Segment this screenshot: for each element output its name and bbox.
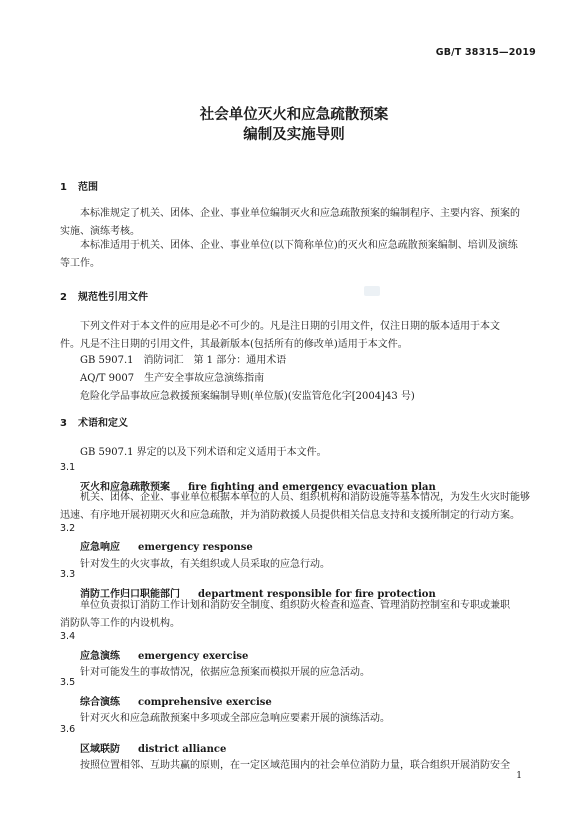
section-2-paragraph xyxy=(60,318,534,354)
term-title xyxy=(80,693,272,708)
term-number: 3.3 xyxy=(60,569,76,580)
term-definition: 按照位置相邻、互助共赢的原则，在一定区域范围内的社会单位消防力量，联合组织开展消防安全 xyxy=(80,760,510,771)
term-english: district alliance xyxy=(138,744,227,755)
section-title: 范围 xyxy=(78,182,98,193)
scan-mark xyxy=(364,286,380,296)
term-chinese: 综合演练 xyxy=(80,697,120,708)
paragraph-line: 迅速、有序地开展初期灭火和应急疏散，并为消防救援人员提供相关信息支持和支援所制定的行动方案。 xyxy=(60,510,520,521)
term-english: emergency exercise xyxy=(138,651,249,662)
term-definition xyxy=(60,597,534,633)
section-number: 1 xyxy=(60,182,67,193)
term-number: 3.2 xyxy=(60,523,76,534)
paragraph-line: 本标准规定了机关、团体、企业、事业单位编制灭火和应急疏散预案的编制程序、主要内容、预案的 xyxy=(80,208,520,219)
section-1-heading xyxy=(60,178,98,193)
term-definition: 针对发生的火灾事故，有关组织或人员采取的应急行动。 xyxy=(80,559,330,570)
section-number: 2 xyxy=(60,292,67,303)
term-chinese: 区域联防 xyxy=(80,744,120,755)
term-definition: 针对可能发生的事故情况，依据应急预案而模拟开展的应急活动。 xyxy=(80,667,370,678)
term-definition: 针对灭火和应急疏散预案中多项或全部应急响应要素开展的演练活动。 xyxy=(80,713,390,724)
paragraph-line: 消防队等工作的内设机构。 xyxy=(60,618,180,629)
section-1-paragraph-1 xyxy=(60,205,534,241)
reference-2: AQ/T 9007 生产安全事故应急演练指南 xyxy=(80,373,265,384)
term-english: comprehensive exercise xyxy=(138,697,272,708)
document-title-line-1: 社会单位灭火和应急疏散预案 xyxy=(199,107,389,123)
paragraph-line: 件。凡是不注日期的引用文件，其最新版本(包括所有的修改单)适用于本文件。 xyxy=(60,339,408,350)
term-number: 3.4 xyxy=(60,631,76,642)
paragraph-line: 机关、团体、企业、事业单位根据本单位的人员、组织机构和消防设施等基本情况，为发生火灾时能够 xyxy=(80,492,530,503)
paragraph-line: 下列文件对于本文件的应用是必不可少的。凡是注日期的引用文件，仅注日期的版本适用于本文 xyxy=(80,321,500,332)
term-chinese: 灭火和应急疏散预案 xyxy=(80,482,170,493)
standard-code: GB/T 38315—2019 xyxy=(435,47,536,58)
section-number: 3 xyxy=(60,418,67,429)
page-number: 1 xyxy=(516,771,522,781)
section-title: 规范性引用文件 xyxy=(78,292,148,303)
term-chinese: 消防工作归口职能部门 xyxy=(80,589,180,600)
paragraph-line: 等工作。 xyxy=(60,258,100,269)
section-3-intro: GB 5907.1 界定的以及下列术语和定义适用于本文件。 xyxy=(80,447,327,458)
term-chinese: 应急响应 xyxy=(80,542,120,553)
term-english: department responsible for fire protection xyxy=(198,589,436,600)
paragraph-line: 单位负责拟订消防工作计划和消防安全制度、组织防火检查和巡查、管理消防控制室和专职或兼职 xyxy=(80,600,510,611)
term-title xyxy=(80,538,253,553)
document-title-line-2: 编制及实施导则 xyxy=(243,127,345,143)
term-english: emergency response xyxy=(138,542,253,553)
section-3-heading xyxy=(60,414,128,429)
term-number: 3.6 xyxy=(60,724,76,735)
section-title: 术语和定义 xyxy=(78,418,128,429)
term-title xyxy=(80,740,226,755)
term-chinese: 应急演练 xyxy=(80,651,120,662)
term-english: fire fighting and emergency evacuation plan xyxy=(188,482,436,493)
term-number: 3.5 xyxy=(60,677,76,688)
term-number: 3.1 xyxy=(60,462,76,473)
term-definition xyxy=(60,489,534,525)
reference-1: GB 5907.1 消防词汇 第 1 部分：通用术语 xyxy=(80,355,287,366)
paragraph-line: 实施、演练考核。 xyxy=(60,226,140,237)
section-1-paragraph-2 xyxy=(60,237,534,273)
section-2-heading xyxy=(60,288,148,303)
reference-3: 危险化学品事故应急救援预案编制导则(单位版)(安监管危化字[2004]43 号) xyxy=(80,391,415,402)
paragraph-line: 本标准适用于机关、团体、企业、事业单位(以下简称单位)的灭火和应急疏散预案编制、培训及演练 xyxy=(80,240,518,251)
term-title xyxy=(80,647,248,662)
